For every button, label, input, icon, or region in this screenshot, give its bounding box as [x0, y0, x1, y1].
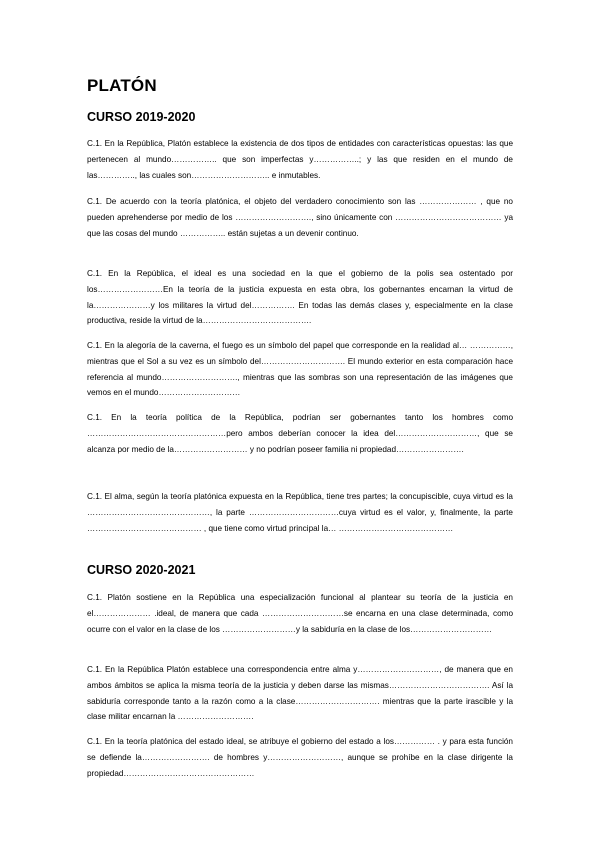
section-heading-2020-2021: CURSO 2020-2021 — [87, 563, 196, 577]
section-heading-2019-2020: CURSO 2019-2020 — [87, 110, 196, 124]
question-paragraph: C.1. El alma, según la teoría platónica expuesta en la República, tiene tres partes; la concupiscible, cuya virtud es la ………………………………………, la parte ……………………………cuya virtud es el valor, y, finalmente, la parte …………………………………… , que tiene como virtud principal la… …………………………………… — [87, 492, 513, 533]
question-paragraph: C.1. De acuerdo con la teoría platónica, el objeto del verdadero conocimiento son las ………………… , que no pueden aprehenderse por medio de los ………………………., sino únicamente con ………………………………… ya que las cosas del mundo …………….. están sujetas a un devenir continuo. — [87, 197, 513, 238]
question-paragraph: C.1. Platón sostiene en la República una especialización funcional al plantear su teoría de la justicia en el………………… .ideal, de manera que cada …………………………se encarna en una clase determinada, como ocurre con el valor en la clase de los ………………………y la sabiduría en la clase de los………………………… — [87, 593, 513, 634]
question-paragraph: C.1. En la teoría política de la República, podrían ser gobernantes tanto los hombres como ……………………………………………pero ambos deberían conocer la idea del…………………………, que se alcanza por medio de la……………………… y no podrían poseer familia ni propiedad……………………. — [87, 413, 513, 454]
question-paragraph: C.1. En la República, Platón establece la existencia de dos tipos de entidades con características opuestas: las que pertenecen al mundo…………….. que son imperfectas y……………..; y las que residen en el mundo de las………….., las cuales son……………………….. e inmutables. — [87, 139, 513, 180]
question-paragraph: C.1. En la República Platón establece una correspondencia entre alma y…………………………, de manera que en ambos ámbitos se aplica la misma teoría de la justicia y deben darse las mismas………………………………. Así la sabiduría corresponde tanto a la razón como a la clase…………………………. mientras que la parte irascible y la clase militar encarnan la ………………………. — [87, 665, 513, 722]
question-paragraph: C.1. En la alegoría de la caverna, el fuego es un símbolo del papel que corresponde en la realidad al… ……………, mientras que el Sol a su vez es un símbolo del…………………………. El mundo exterior en esta comparación hace referencia al mundo………………………., mientras que las sombras son una representación de las imágenes que vemos en el mundo………………………… — [87, 341, 513, 398]
document-title: PLATÓN — [87, 76, 157, 95]
question-paragraph: C.1. En la teoría platónica del estado ideal, se atribuye el gobierno del estado a los…………… . y para esta función se defiende la……………………. de hombres y………………………, aunque se prohíbe en la clase dirigente la propiedad………………………………………… — [87, 737, 513, 778]
question-paragraph: C.1. En la República, el ideal es una sociedad en la que el gobierno de la polis sea ostentado por los……………………En la teoría de la justicia expuesta en esta obra, los gobernantes encarnan la virtud de la…………………y los militares la virtud del……………. En todas las demás clases y, especialmente en la clase productiva, reside la virtud de la…………………………………. — [87, 269, 513, 326]
